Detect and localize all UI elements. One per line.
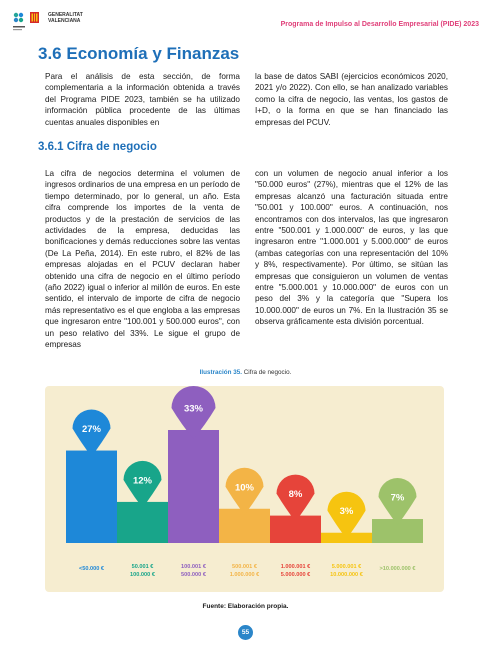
chart-category-label: <50.000 € xyxy=(78,566,105,572)
caption-label: Ilustración 35. xyxy=(199,369,242,376)
chart-category-label: 500.001 € xyxy=(232,564,257,570)
body-paragraph-left: La cifra de negocios determina el volumen de ingresos ordinarios de una empresa en un período de tiempo determinado, por lo general, un año. Esta cifra comprende los importes de la venta de productos y de la prestación de servicios de las actividades de la empresa, deducidas las bonificaciones y demás reducciones sobre las ventas (De La Peña, 2014). En este rubro, el 82% de las empresas alojadas en el PCUV declaran haber obtenido una cifra de negocio en el último período (año 2022) igual o inferior al millón de euros. En este sentido, el intervalo de importe de cifra de negocio más representativo es el que engloba a las empresas que ingresaron entre "100.001 y 500.000 euros", con un peso relativo del 33%. Le sigue el grupo de empresas xyxy=(45,169,240,350)
chart-category-label: 100.001 € xyxy=(181,564,206,570)
chart-category-label: 1.000.000 € xyxy=(229,572,260,578)
chart-bar xyxy=(117,502,168,543)
logo-group xyxy=(11,10,43,34)
chart-category-label: 50.001 € xyxy=(131,564,154,570)
chart-data-label: 8% xyxy=(288,489,303,501)
chart-category-label: 10.000.000 € xyxy=(330,572,363,578)
chart-category-label: 1.000.001 € xyxy=(280,564,311,570)
chart-bar xyxy=(168,430,219,543)
logo-text-line: VALENCIANA xyxy=(48,18,81,24)
chart-category-label: >10.000.000 € xyxy=(379,566,416,572)
chart-data-label: 3% xyxy=(339,506,354,518)
chart-category-label: 5.000.000 € xyxy=(280,572,311,578)
body-paragraph-right: con un volumen de negocio anual inferior a los "50.000 euros" (27%), mientras que el 12% de las empresas alcanzó una facturación situada entre "50.001 y 100.000" euros. A continuación, nos encontramos con dos intervalos, las que ingresaron entre "500.001 y 1.000.000" de euros, y las que ingresaron entre "1.000.001 y 5.000.000" de euros (ambas categorías con una representación del 10% y 8%, respectivamente). Por último, se sitúan las empresas que consiguieron un volumen de ventas entre "5.000.001 y 10.000.000" de euros con un peso del 3% y la categoría que "Supera los 10.000.000" de euros un 7%. En la Ilustración 35 se observa gráficamente esta división porcentual. xyxy=(255,169,448,327)
header-title: Programa de Impulso al Desarrollo Empresarial (PIDE) 2023 xyxy=(280,21,479,28)
section-title: 3.6 Economía y Finanzas xyxy=(38,44,240,63)
chart-panel xyxy=(45,386,444,592)
figure-source: Fuente: Elaboración propia. xyxy=(202,603,289,610)
chart-bar xyxy=(66,451,117,543)
intro-paragraph-left: Para el análisis de esta sección, de forma complementaria a la información obtenida a través del Programa PIDE 2023, también se ha utilizado información pública procedente de las últimas cuentas anuales disponibles en xyxy=(45,72,240,127)
bar-chart xyxy=(45,386,444,592)
subsection-title: 3.6.1 Cifra de negocio xyxy=(38,141,157,153)
chart-category-label: 100.000 € xyxy=(130,572,155,578)
caption-text: Cifra de negocio. xyxy=(242,369,292,376)
figure-caption xyxy=(0,369,491,376)
chart-data-label: 33% xyxy=(183,403,204,415)
chart-data-label: 12% xyxy=(132,475,153,487)
chart-data-label: 10% xyxy=(234,482,255,494)
pcuv-logo-icon xyxy=(11,10,43,34)
intro-paragraph-right: la base de datos SABI (ejercicios económicos 2020, 2021 y/o 2022). Con ello, se han analizado variables como la cifra de negocio, las ventas, los gastos de I+D, o la forma en que se han financiado las empresas del PCUV. xyxy=(255,72,448,127)
chart-category-label: 500.000 € xyxy=(181,572,206,578)
chart-data-label: 27% xyxy=(81,424,102,436)
chart-category-label: 5.000.001 € xyxy=(331,564,362,570)
generalitat-logo-text xyxy=(48,12,83,24)
logo-text-line: GENERALITAT xyxy=(48,12,83,18)
page-number: 55 xyxy=(238,625,253,640)
chart-data-label: 7% xyxy=(390,492,405,504)
